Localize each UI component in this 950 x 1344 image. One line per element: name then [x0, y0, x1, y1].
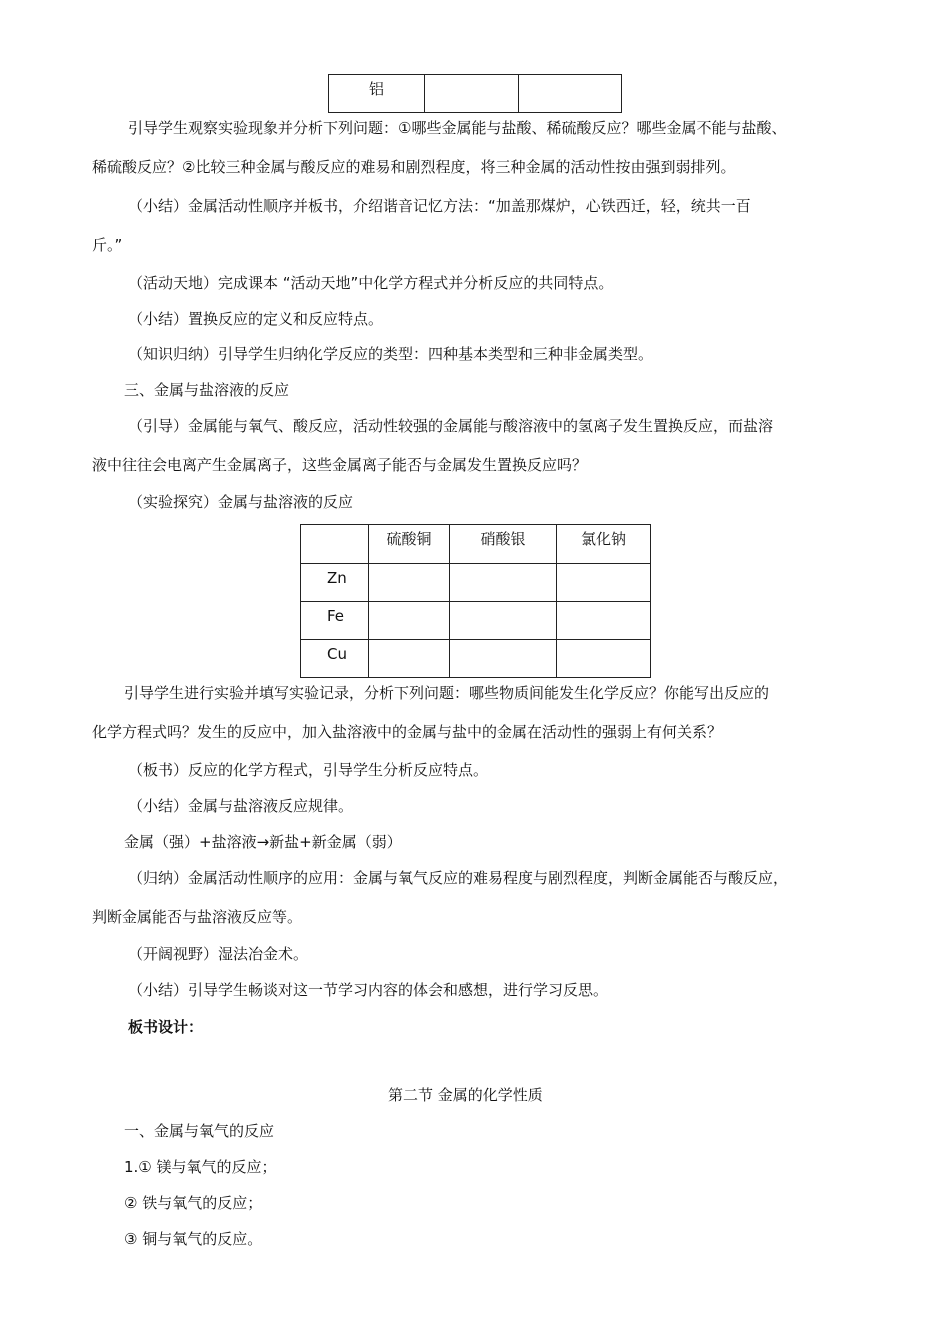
paragraph: （实验探究）金属与盐溶液的反应: [128, 493, 354, 511]
table-row-label: Cu: [301, 640, 369, 678]
table-cell-label: 铝: [329, 75, 425, 113]
table-header-cell: 硫酸铜: [369, 525, 450, 564]
table-header-cell: 氯化钠: [557, 525, 651, 564]
table-row: [329, 75, 622, 113]
paragraph: （归纳）金属活动性顺序的应用：金属与氧气反应的难易程度与剧烈程度，判断金属能否与酸反应，: [128, 869, 789, 887]
paragraph: （小结）引导学生畅谈对这一节学习内容的体会和感想，进行学习反思。: [128, 981, 609, 999]
paragraph: 斤。”: [92, 236, 123, 254]
board-design-heading: 板书设计：: [128, 1018, 204, 1036]
paragraph: （板书）反应的化学方程式，引导学生分析反应特点。: [128, 761, 489, 779]
paragraph: （引导）金属能与氧气、酸反应，活动性较强的金属能与酸溶液中的氢离子发生置换反应，而盐溶: [128, 417, 774, 435]
table-row-label: Fe: [301, 602, 369, 640]
salt-reaction-table: [300, 524, 651, 678]
table-row: [301, 602, 651, 640]
paragraph: （小结）置换反应的定义和反应特点。: [128, 310, 384, 328]
paragraph: 金属（强）+盐溶液→新盐+新金属（弱）: [124, 833, 402, 851]
table-cell: [369, 602, 450, 640]
paragraph: （活动天地）完成课本 “活动天地”中化学方程式并分析反应的共同特点。: [128, 274, 614, 292]
paragraph: 化学方程式吗？发生的反应中，加入盐溶液中的金属与盐中的金属在活动性的强弱上有何关系？: [92, 723, 723, 741]
paragraph: 判断金属能否与盐溶液反应等。: [92, 908, 303, 926]
paragraph: （开阔视野）湿法冶金术。: [128, 945, 309, 963]
table-cell: [557, 564, 651, 602]
paragraph: 引导学生进行实验并填写实验记录，分析下列问题：哪些物质间能发生化学反应？你能写出反应的: [124, 684, 770, 702]
paragraph: （小结）金属活动性顺序并板书，介绍谐音记忆方法：“加盖那煤炉，心铁西迁，轻，统共一百: [128, 197, 751, 215]
paragraph: 液中往往会电离产生金属离子，这些金属离子能否与金属发生置换反应吗？: [92, 456, 588, 474]
paragraph: （小结）金属与盐溶液反应规律。: [128, 797, 354, 815]
table-cell: [557, 640, 651, 678]
section-title: 第二节 金属的化学性质: [388, 1086, 543, 1104]
table-header-cell: [301, 525, 369, 564]
table-header-cell: 硝酸银: [450, 525, 557, 564]
table-cell: [425, 75, 519, 113]
table-row-label: Zn: [301, 564, 369, 602]
table-cell: [519, 75, 622, 113]
paragraph: 稀硫酸反应？②比较三种金属与酸反应的难易和剧烈程度，将三种金属的活动性按由强到弱排列。: [92, 158, 736, 176]
table-header-row: [301, 525, 651, 564]
outline-item: ③ 铜与氧气的反应。: [124, 1230, 263, 1248]
table-cell: [450, 640, 557, 678]
table-row: [301, 564, 651, 602]
outline-item: 1.① 镁与氧气的反应；: [124, 1158, 277, 1176]
table-cell: [369, 640, 450, 678]
top-table: [328, 74, 622, 113]
paragraph: 三、金属与盐溶液的反应: [124, 381, 290, 399]
table-cell: [450, 564, 557, 602]
paragraph: 引导学生观察实验现象并分析下列问题：①哪些金属能与盐酸、稀硫酸反应？哪些金属不能与盐酸、: [128, 119, 787, 137]
table-cell: [557, 602, 651, 640]
table-row: [301, 640, 651, 678]
table-cell: [369, 564, 450, 602]
table-cell: [450, 602, 557, 640]
outline-item: ② 铁与氧气的反应；: [124, 1194, 263, 1212]
outline-item: 一、金属与氧气的反应: [124, 1122, 275, 1140]
paragraph: （知识归纳）引导学生归纳化学反应的类型：四种基本类型和三种非金属类型。: [128, 345, 654, 363]
